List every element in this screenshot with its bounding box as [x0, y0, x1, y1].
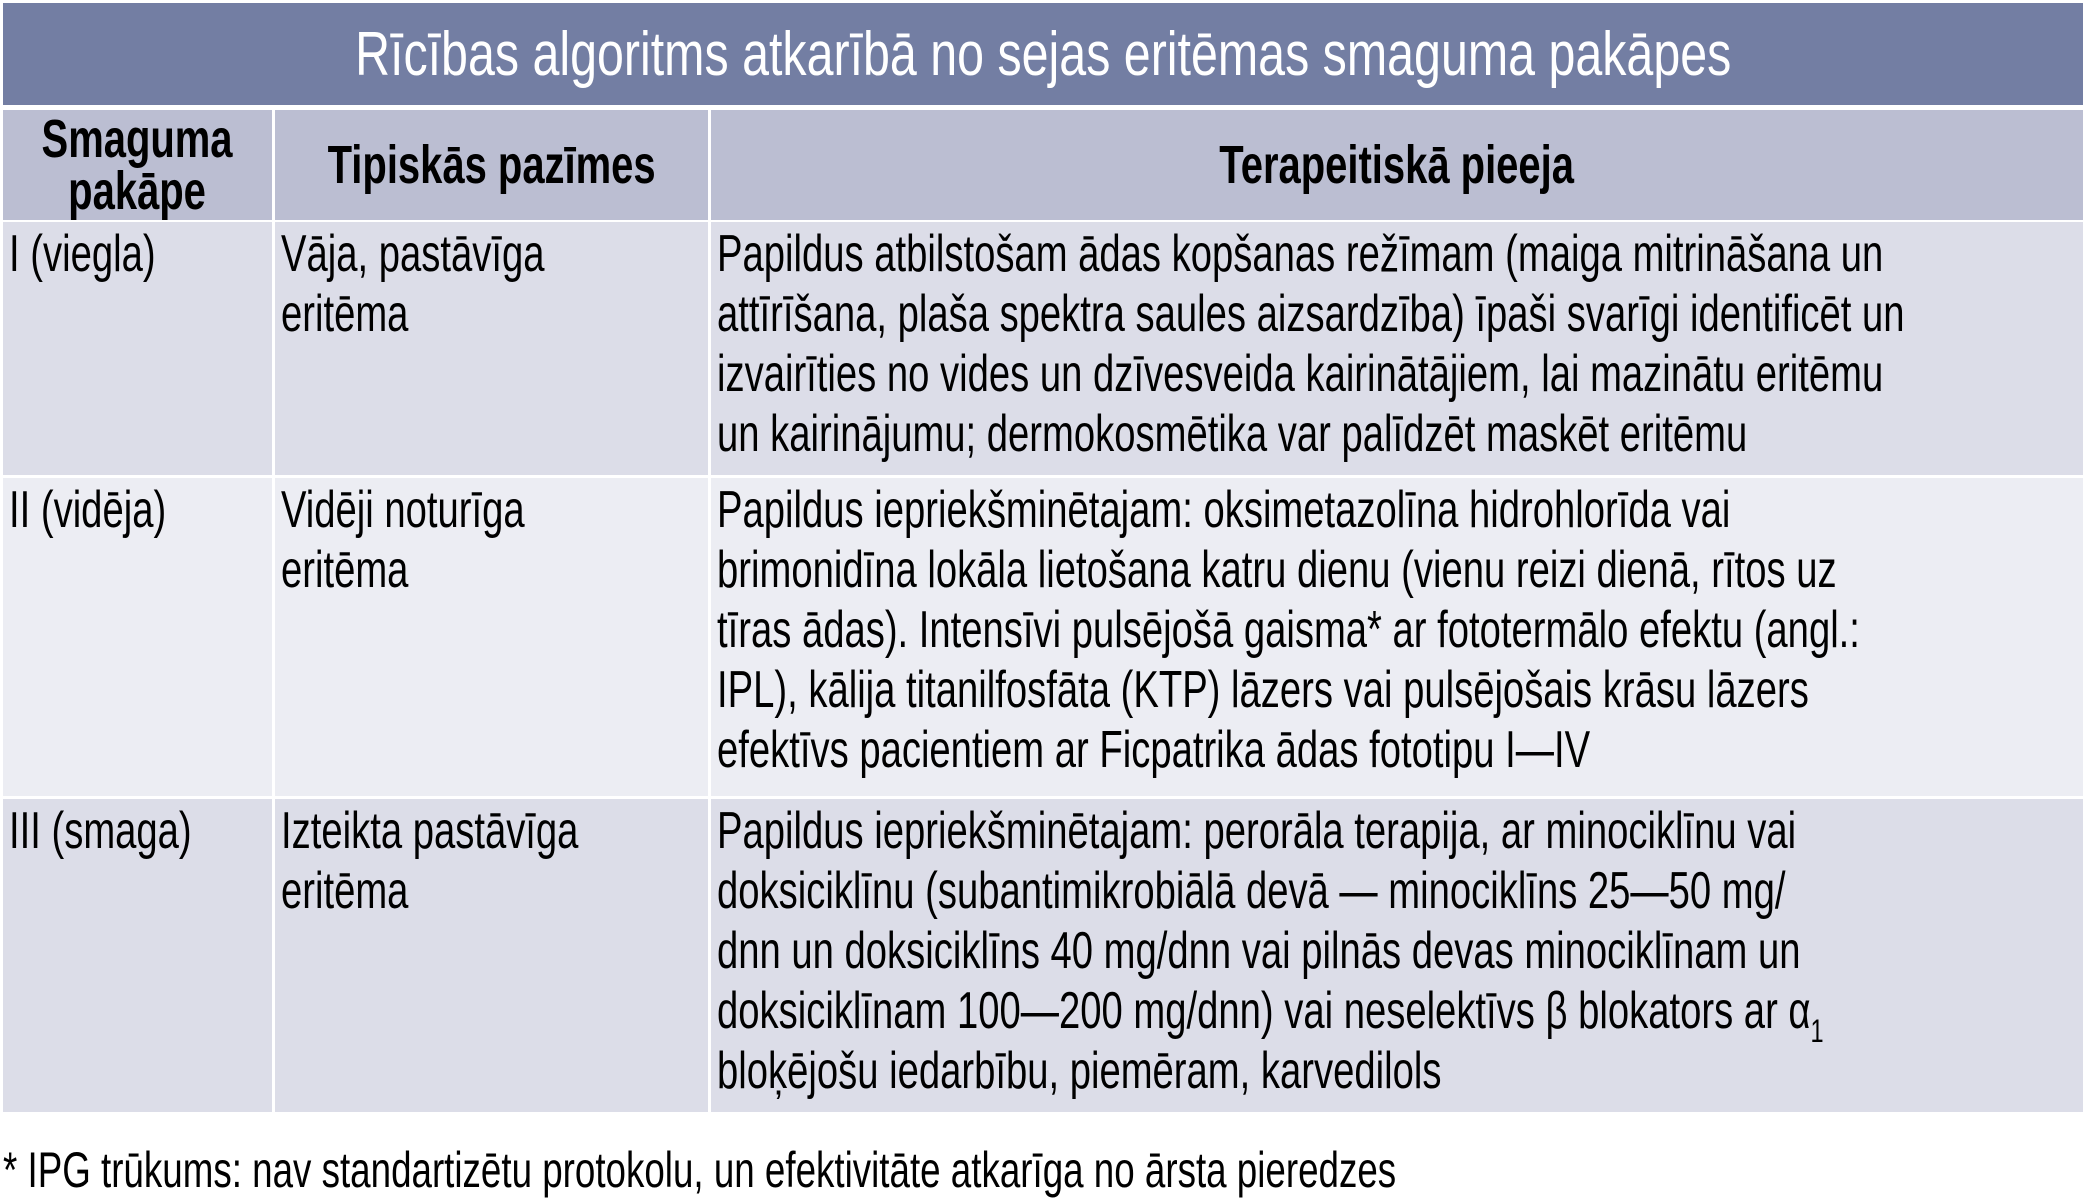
therapy-line: Papildus iepriekšminētajam: perorāla terapija, ar minociklīnu vai — [717, 802, 1797, 860]
table-row — [3, 478, 2083, 796]
therapy-cell — [711, 799, 2083, 1112]
therapy-cell — [711, 222, 2083, 475]
severity-text: II (vidēja) — [9, 481, 167, 539]
header-signs — [275, 110, 708, 220]
signs-cell — [275, 478, 708, 796]
therapy-line: IPL), kālija titanilfosfāta (KTP) lāzers vai pulsējošais krāsu lāzers — [717, 661, 1809, 719]
therapy-line: Papildus iepriekšminētajam: oksimetazolīna hidrohlorīda vai — [717, 481, 1731, 539]
table-row — [3, 222, 2083, 475]
signs-line: eritēma — [281, 285, 409, 343]
therapy-line: dnn un doksiciklīns 40 mg/dnn vai pilnās devas minociklīnam un — [717, 922, 1801, 980]
therapy-text — [717, 224, 1905, 464]
header-severity-line2: pakāpe — [68, 161, 207, 221]
therapy-line: tīras ādas). Intensīvi pulsējošā gaisma* ar fototermālo efektu (angl.: — [717, 601, 1860, 659]
signs-text — [281, 224, 544, 344]
signs-line: eritēma — [281, 862, 409, 920]
header-signs-label: Tipiskās pazīmes — [327, 135, 656, 195]
signs-line: Izteikta pastāvīga — [281, 802, 579, 860]
table-title-bar — [3, 3, 2083, 105]
header-therapy — [711, 110, 2083, 220]
header-severity — [3, 110, 272, 220]
signs-text — [281, 480, 525, 600]
therapy-line: izvairīties no vides un dzīvesveida kairinātājiem, lai mazinātu eritēmu — [717, 345, 1884, 403]
signs-text — [281, 801, 578, 921]
signs-line: Vidēji noturīga — [281, 481, 525, 539]
table-row — [3, 799, 2083, 1112]
therapy-line: doksiciklīnam 100—200 mg/dnn) vai neselektīvs β blokators ar α — [717, 982, 1811, 1040]
signs-cell — [275, 799, 708, 1112]
therapy-line: bloķējošu iedarbību, piemēram, karvedilols — [717, 1042, 1442, 1100]
severity-text: III (smaga) — [9, 802, 192, 860]
signs-line: Vāja, pastāvīga — [281, 225, 545, 283]
therapy-line: efektīvs pacientiem ar Ficpatrika ādas fototipu I—IV — [717, 721, 1591, 779]
footnote: * IPG trūkums: nav standartizētu protokolu, un efektivitāte atkarīga no ārsta pieredzes — [3, 1142, 1397, 1198]
therapy-line: un kairinājumu; dermokosmētika var palīdzēt maskēt eritēmu — [717, 405, 1748, 463]
severity-cell — [3, 478, 272, 796]
header-row — [3, 110, 2083, 220]
therapy-line: brimonidīna lokāla lietošana katru dienu (vienu reizi dienā, rītos uz — [717, 541, 1837, 599]
therapy-line: attīrīšana, plaša spektra saules aizsardzība) īpaši svarīgi identificēt un — [717, 285, 1905, 343]
severity-text: I (viegla) — [9, 225, 156, 283]
header-severity-label — [42, 109, 233, 221]
therapy-text — [717, 480, 1860, 780]
signs-line: eritēma — [281, 541, 409, 599]
header-severity-line1: Smaguma — [42, 109, 233, 169]
therapy-cell — [711, 478, 2083, 796]
severity-cell — [3, 222, 272, 475]
therapy-line: Papildus atbilstošam ādas kopšanas režīmam (maiga mitrināšana un — [717, 225, 1884, 283]
severity-cell — [3, 799, 272, 1112]
table-title: Rīcības algoritms atkarībā no sejas eritēmas smaguma pakāpes — [354, 19, 1732, 89]
signs-cell — [275, 222, 708, 475]
therapy-text — [717, 801, 1824, 1101]
header-therapy-label: Terapeitiskā pieeja — [1219, 135, 1575, 195]
therapy-line: doksiciklīnu (subantimikrobiālā devā — minociklīns 25—50 mg/ — [717, 862, 1786, 920]
alpha-subscript: 1 — [1810, 1013, 1824, 1049]
